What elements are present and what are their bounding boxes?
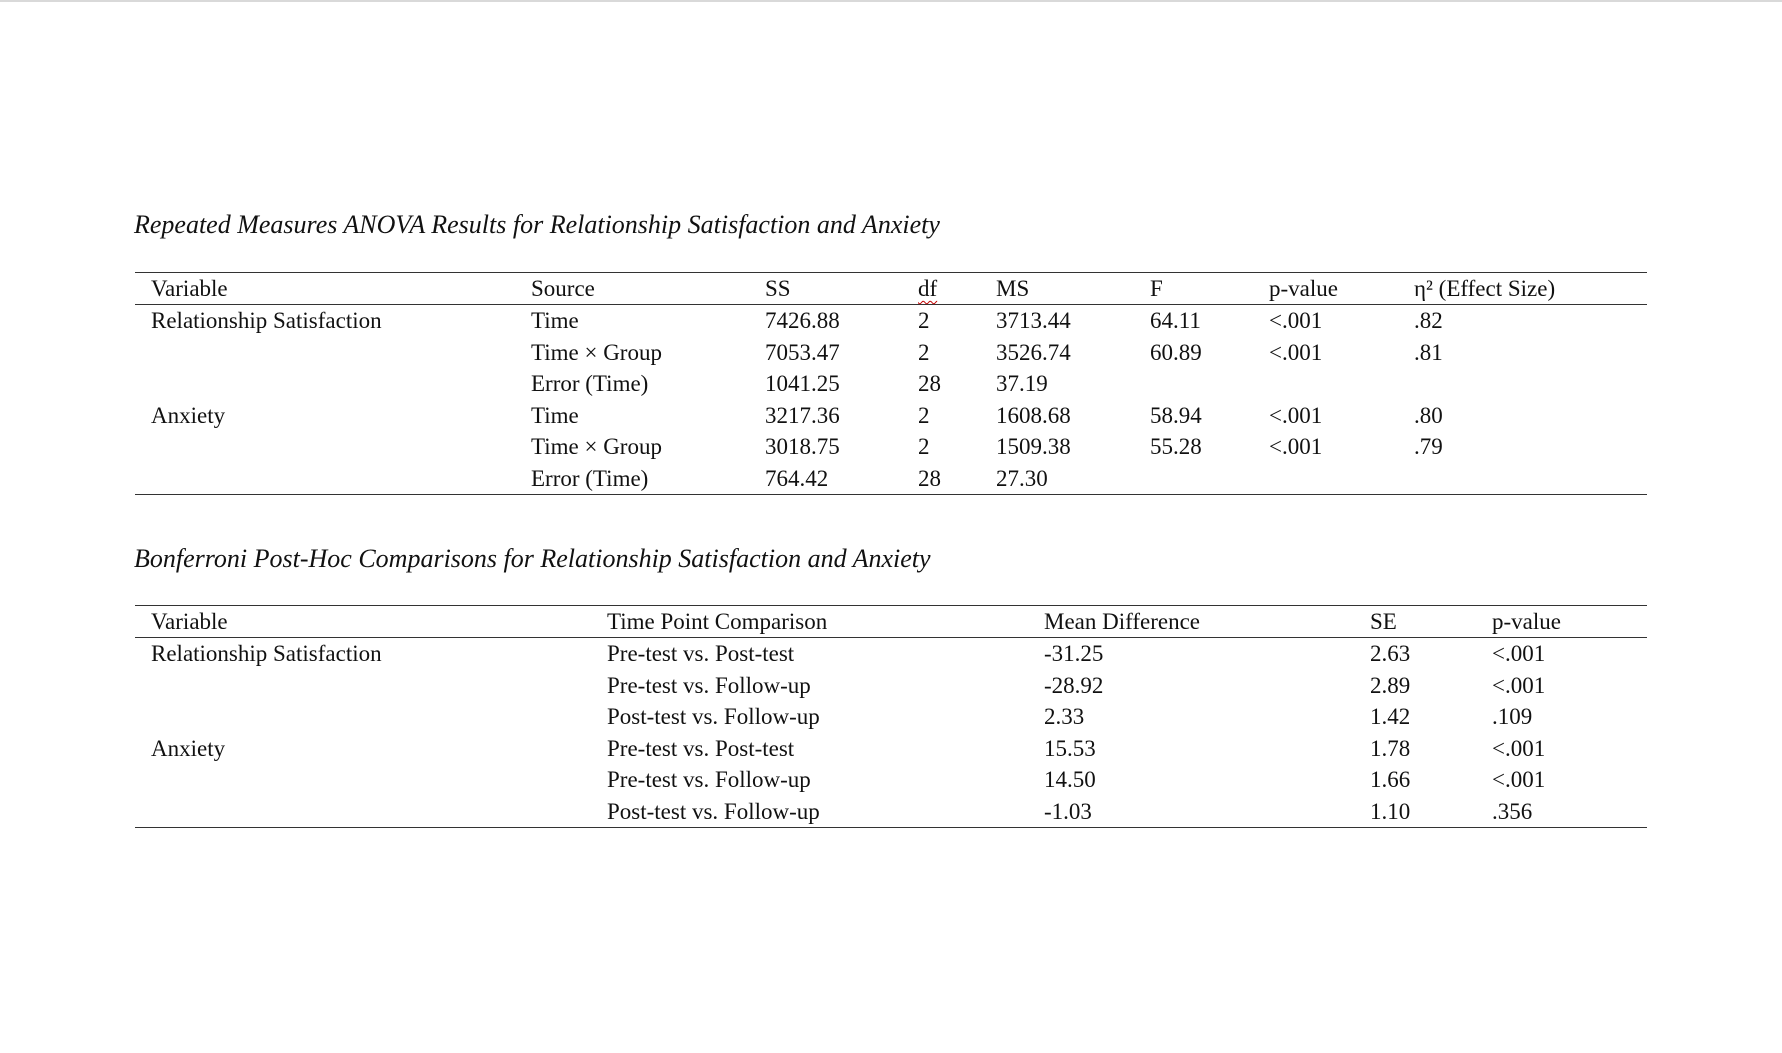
cell-p-value: [1253, 463, 1398, 495]
cell-df: 28: [918, 465, 941, 491]
cell-f: 58.94: [1150, 402, 1202, 428]
table-row: [135, 733, 1647, 765]
table-row: [135, 638, 1647, 670]
cell-variable: [135, 670, 591, 702]
cell-variable: Anxiety: [151, 735, 226, 761]
cell-comparison: Pre-test vs. Follow-up: [607, 767, 811, 792]
cell-ms: 1509.38: [996, 434, 1071, 459]
cell-ms: 3713.44: [996, 308, 1071, 333]
cell-effect-size: .82: [1414, 308, 1443, 333]
cell-p-value: .356: [1492, 798, 1533, 824]
table-row: [135, 431, 1647, 463]
cell-source: Error (Time): [531, 371, 649, 396]
cell-p-value: <.001: [1269, 402, 1323, 428]
column-header-variable: Variable: [151, 276, 228, 301]
cell-source: Time: [531, 308, 579, 333]
cell-effect-size: [1398, 463, 1647, 495]
cell-p-value: <.001: [1492, 767, 1546, 792]
cell-effect-size: .81: [1414, 339, 1443, 365]
cell-ss: 7053.47: [765, 339, 840, 365]
cell-se: 2.63: [1370, 641, 1411, 666]
cell-p-value: <.001: [1492, 735, 1546, 761]
cell-ss: 3018.75: [765, 434, 840, 459]
cell-variable: [135, 796, 591, 828]
cell-ss: 764.42: [765, 465, 829, 491]
cell-source: Time: [531, 402, 579, 428]
cell-source: Time × Group: [531, 339, 662, 365]
cell-variable: Relationship Satisfaction: [151, 641, 382, 666]
cell-mean-difference: -28.92: [1044, 672, 1104, 698]
cell-variable: [135, 701, 591, 733]
column-header-f: F: [1150, 276, 1163, 301]
cell-variable: [135, 431, 515, 463]
cell-f: 55.28: [1150, 434, 1202, 459]
cell-f: 60.89: [1150, 339, 1202, 365]
cell-comparison: Pre-test vs. Post-test: [607, 641, 795, 666]
column-header-se: SE: [1370, 609, 1397, 634]
column-header-ms: MS: [996, 276, 1030, 301]
cell-p-value: <.001: [1269, 308, 1323, 333]
posthoc-table-caption: Bonferroni Post-Hoc Comparisons for Relationship Satisfaction and Anxiety: [134, 544, 931, 573]
cell-effect-size: .79: [1414, 434, 1443, 459]
cell-ms: 27.30: [996, 465, 1048, 491]
cell-se: 1.10: [1370, 798, 1411, 824]
column-header-variable: Variable: [151, 609, 228, 634]
cell-source: Time × Group: [531, 434, 662, 459]
posthoc-comparisons-table: [135, 605, 1647, 828]
cell-se: 1.66: [1370, 767, 1411, 792]
cell-mean-difference: -31.25: [1044, 641, 1104, 666]
cell-f: [1134, 368, 1253, 400]
cell-variable: [135, 368, 515, 400]
cell-p-value: <.001: [1492, 672, 1546, 698]
cell-ms: 1608.68: [996, 402, 1071, 428]
cell-ss: 3217.36: [765, 402, 840, 428]
column-header-mean-difference: Mean Difference: [1044, 609, 1201, 634]
cell-se: 1.42: [1370, 704, 1411, 729]
table-row: [135, 400, 1647, 432]
table-row: [135, 463, 1647, 495]
cell-variable: [135, 337, 515, 369]
cell-mean-difference: 14.50: [1044, 767, 1096, 792]
cell-df: 2: [918, 434, 930, 459]
table-header-row: [135, 273, 1647, 305]
cell-mean-difference: 2.33: [1044, 704, 1085, 729]
cell-p-value: [1253, 368, 1398, 400]
anova-results-table: [135, 272, 1647, 495]
table-row: [135, 368, 1647, 400]
cell-source: Error (Time): [531, 465, 649, 491]
anova-table-caption: Repeated Measures ANOVA Results for Relationship Satisfaction and Anxiety: [134, 210, 940, 239]
cell-p-value: .109: [1492, 704, 1533, 729]
cell-p-value: <.001: [1492, 641, 1546, 666]
table-row: [135, 701, 1647, 733]
cell-variable: Anxiety: [151, 402, 226, 428]
cell-ss: 1041.25: [765, 371, 840, 396]
cell-comparison: Post-test vs. Follow-up: [607, 704, 820, 729]
cell-df: 2: [918, 308, 930, 333]
cell-comparison: Post-test vs. Follow-up: [607, 798, 820, 824]
column-header-ss: SS: [765, 276, 791, 301]
column-header-p-value: p-value: [1269, 276, 1338, 301]
table-row: [135, 305, 1647, 337]
cell-ms: 3526.74: [996, 339, 1071, 365]
cell-effect-size: [1398, 368, 1647, 400]
cell-df: 28: [918, 371, 941, 396]
cell-se: 1.78: [1370, 735, 1411, 761]
cell-effect-size: .80: [1414, 402, 1443, 428]
cell-variable: [135, 463, 515, 495]
table-row: [135, 796, 1647, 828]
cell-ms: 37.19: [996, 371, 1048, 396]
cell-p-value: <.001: [1269, 339, 1323, 365]
cell-variable: Relationship Satisfaction: [151, 308, 382, 333]
cell-variable: [135, 764, 591, 796]
table-row: [135, 764, 1647, 796]
cell-f: 64.11: [1150, 308, 1201, 333]
cell-df: 2: [918, 402, 930, 428]
cell-comparison: Pre-test vs. Post-test: [607, 735, 795, 761]
table-row: [135, 337, 1647, 369]
cell-comparison: Pre-test vs. Follow-up: [607, 672, 811, 698]
cell-mean-difference: 15.53: [1044, 735, 1096, 761]
cell-f: [1134, 463, 1253, 495]
cell-mean-difference: -1.03: [1044, 798, 1092, 824]
table-row: [135, 670, 1647, 702]
cell-p-value: <.001: [1269, 434, 1323, 459]
column-header-df: [902, 273, 980, 305]
column-header-source: Source: [531, 276, 595, 301]
cell-se: 2.89: [1370, 672, 1411, 698]
df-header-text: df: [918, 276, 938, 301]
column-header-effect-size: η² (Effect Size): [1414, 276, 1556, 301]
table-header-row: [135, 606, 1647, 638]
cell-df: 2: [918, 339, 930, 365]
column-header-p-value: p-value: [1492, 609, 1561, 634]
cell-ss: 7426.88: [765, 308, 840, 333]
column-header-comparison: Time Point Comparison: [607, 609, 828, 634]
